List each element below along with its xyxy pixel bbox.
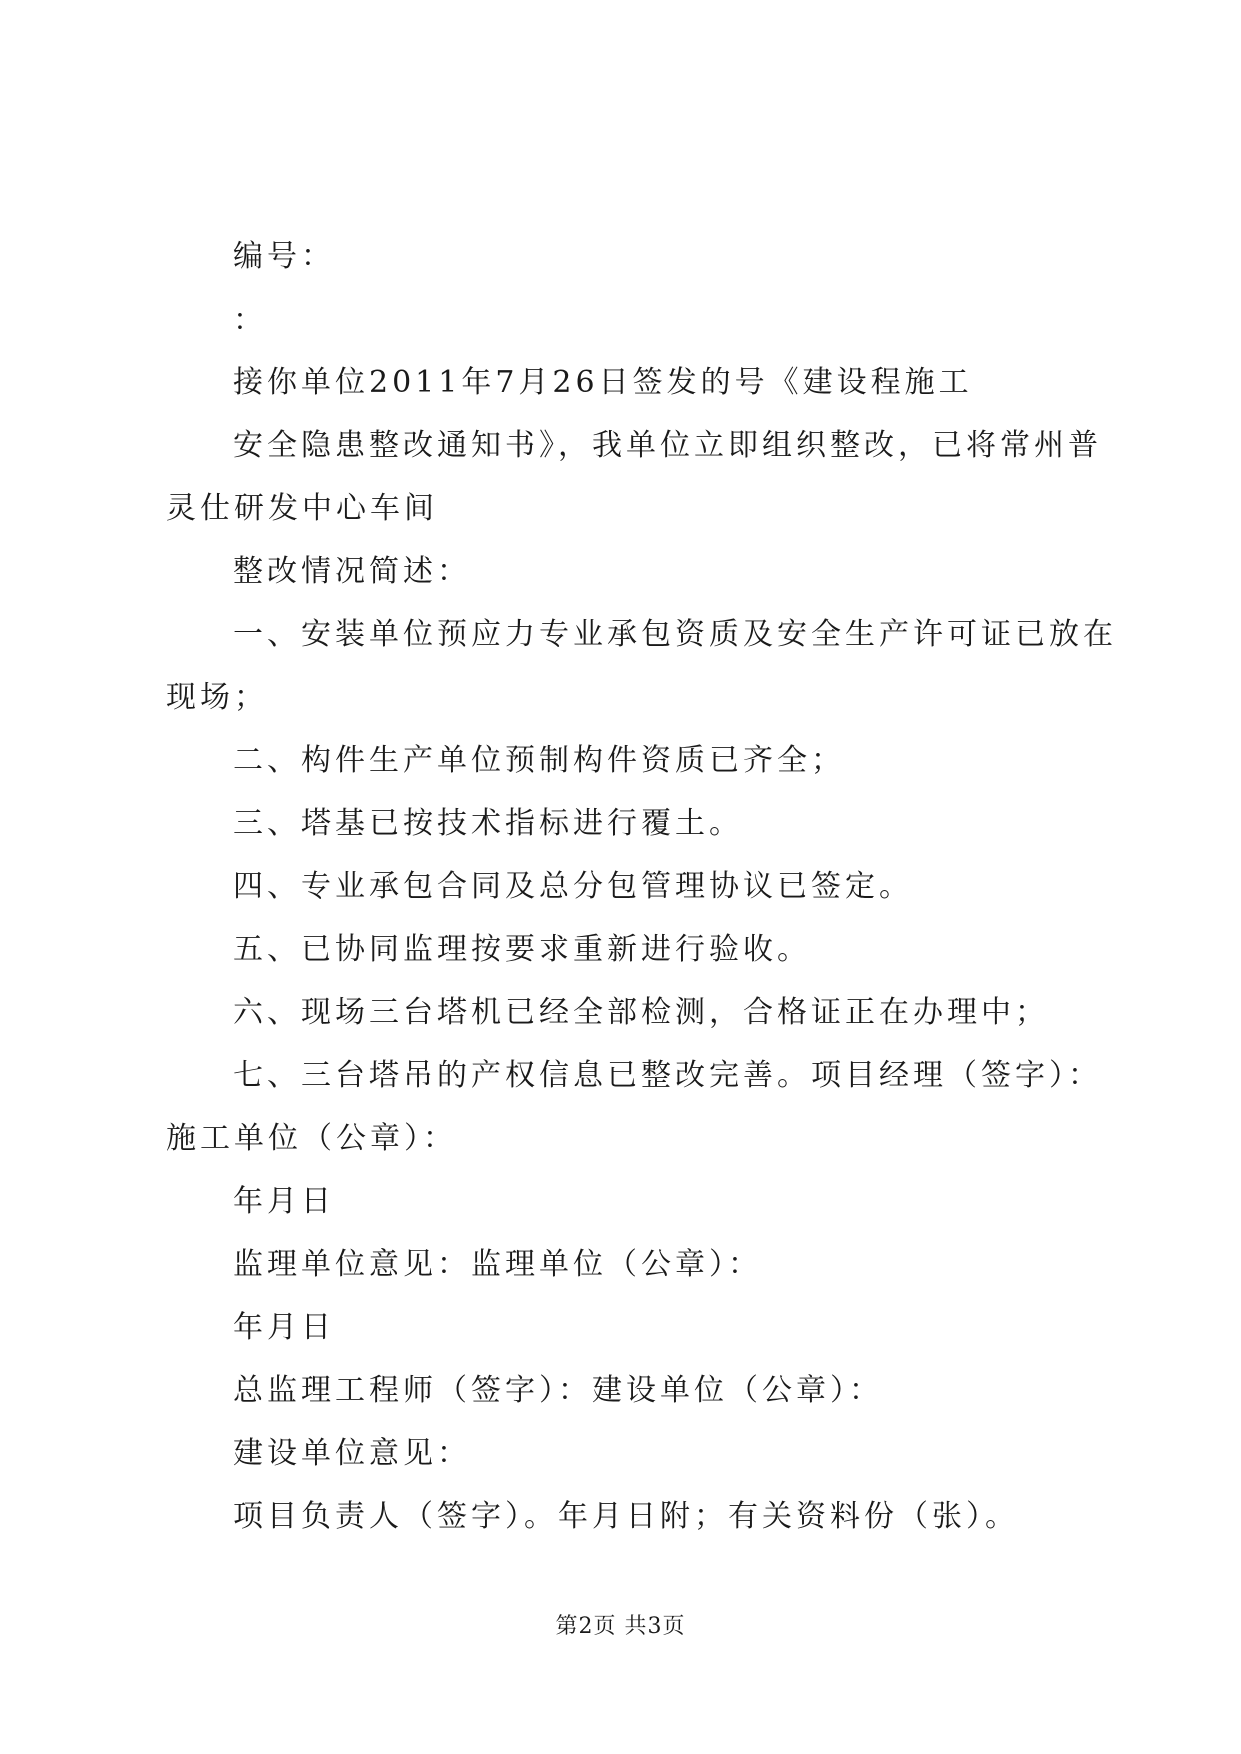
contractor-seal-line: 施工单位（公章）： <box>166 1121 457 1156</box>
item-6: 六、现场三台塔机已经全部检测，合格证正在办理中； <box>233 995 1049 1030</box>
item-1-line-2: 现场； <box>166 680 268 715</box>
item-4: 四、专业承包合同及总分包管理协议已签定。 <box>233 869 913 904</box>
date-line-1: 年月日 <box>233 1184 335 1219</box>
body-paragraph-line-2: 安全隐患整改通知书》，我单位立即组织整改，已将常州普 <box>233 428 1102 463</box>
project-lead-line: 项目负责人（签字）。年月日附；有关资料份（张）。 <box>233 1499 1019 1534</box>
item-3: 三、塔基已按技术指标进行覆土。 <box>233 806 743 841</box>
body-paragraph-line-3: 灵仕研发中心车间 <box>166 491 438 526</box>
serial-number-label: 编号： <box>233 239 335 274</box>
item-5: 五、已协同监理按要求重新进行验收。 <box>233 932 811 967</box>
summary-heading: 整改情况简述： <box>233 554 471 589</box>
recipient-line: ： <box>233 303 267 338</box>
date-line-2: 年月日 <box>233 1310 335 1345</box>
body-paragraph-line-1: 接你单位2011年7月26日签发的号《建设程施工 <box>233 365 973 400</box>
item-2: 二、构件生产单位预制构件资质已齐全； <box>233 743 845 778</box>
owner-opinion-line: 建设单位意见： <box>233 1436 471 1471</box>
item-7: 七、三台塔吊的产权信息已整改完善。项目经理（签字）： <box>233 1058 1102 1093</box>
item-1-line-1: 一、安装单位预应力专业承包资质及安全生产许可证已放在 <box>233 617 1117 652</box>
page-number: 第2页 共3页 <box>555 1614 686 1639</box>
supervisor-opinion-line: 监理单位意见：监理单位（公章）： <box>233 1247 762 1282</box>
chief-supervisor-line: 总监理工程师（签字）：建设单位（公章）： <box>233 1373 883 1408</box>
